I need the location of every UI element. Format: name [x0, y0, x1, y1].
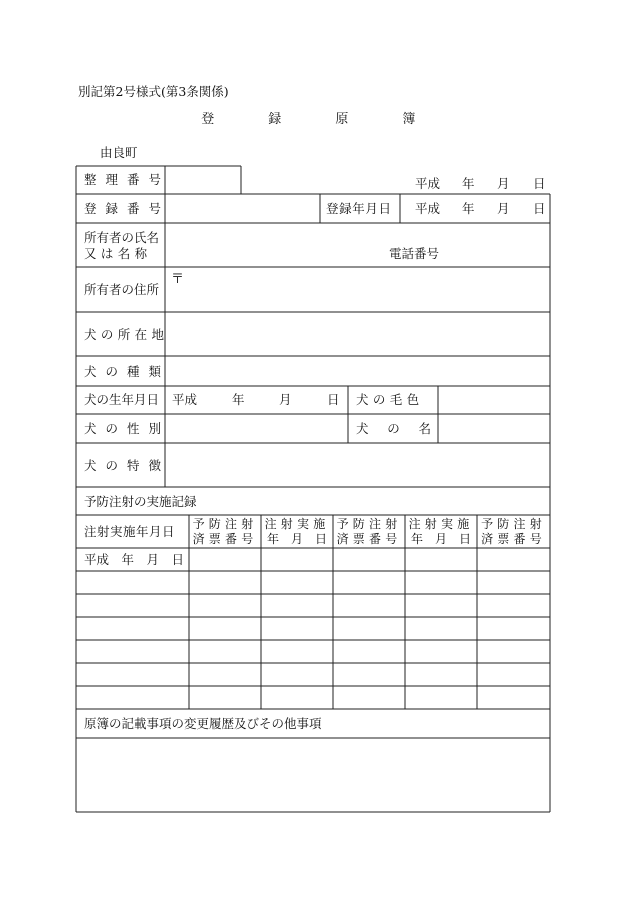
owner-name-label-1: 所有者の氏名: [84, 230, 160, 245]
town-name: 由良町: [100, 145, 138, 160]
page-title: 登 録 原 簿: [201, 112, 425, 127]
notes-label: 原簿の記載事項の変更履歴及びその他事項: [84, 716, 322, 731]
dog-color-label: 犬の毛色: [356, 392, 424, 407]
dog-features-label: 犬の特徴: [84, 458, 171, 473]
dog-name-label: 犬の名: [356, 421, 450, 436]
dog-birth-label: 犬の生年月日: [84, 392, 160, 407]
col-impl-1-line2: 年 月 日: [266, 532, 327, 546]
first-row-date: 平成 年 月 日: [84, 552, 185, 567]
dog-location-label: 犬の所在地: [84, 327, 169, 342]
col-impl-header-2: [405, 517, 477, 547]
owner-address-label: 所有者の住所: [84, 282, 160, 297]
postal-mark: 〒: [171, 272, 185, 287]
form-reference: 別記第2号様式(第3条関係): [78, 84, 229, 99]
touroku-number-label: 登録番号: [84, 201, 171, 216]
col-ticket-1-line1: 予防注射: [192, 517, 258, 531]
seiri-month: 月: [497, 176, 510, 191]
col-impl-2-line1: 注射実施: [408, 517, 474, 531]
seiri-number-label: 整理番号: [84, 172, 171, 187]
touroku-date-label: 登録年月日: [326, 201, 392, 216]
birth-year: 年: [232, 392, 245, 407]
col-impl-header-1: [261, 517, 333, 547]
touroku-day: 日: [533, 201, 546, 216]
birth-era: 平成: [172, 392, 198, 407]
col-ticket-header-2: [333, 517, 405, 547]
seiri-day: 日: [533, 176, 546, 191]
col-ticket-3-line2: 済票番号: [481, 532, 546, 546]
touroku-month: 月: [497, 201, 510, 216]
seiri-year: 年: [462, 176, 475, 191]
col-ticket-2-line1: 予防注射: [336, 517, 402, 531]
seiri-era: 平成: [415, 176, 441, 191]
col-ticket-3-line1: 予防注射: [481, 517, 546, 531]
col-impl-2-line2: 年 月 日: [410, 532, 471, 546]
birth-month: 月: [279, 392, 292, 407]
birth-day: 日: [327, 392, 340, 407]
col-ticket-header-3: [477, 517, 550, 547]
touroku-year: 年: [462, 201, 475, 216]
col-impl-1-line1: 注射実施: [264, 517, 330, 531]
owner-name-label-2: 又は名称: [84, 246, 152, 261]
dog-breed-label: 犬の種類: [84, 364, 171, 379]
touroku-era: 平成: [415, 201, 441, 216]
col-ticket-header-1: [189, 517, 261, 547]
col-ticket-1-line2: 済票番号: [192, 532, 258, 546]
dog-sex-label: 犬の性別: [84, 421, 171, 436]
col-ticket-2-line2: 済票番号: [336, 532, 402, 546]
col-vaccination-date: 注射実施年月日: [84, 524, 176, 539]
phone-label: 電話番号: [389, 246, 440, 261]
vaccination-section-title: 予防注射の実施記録: [84, 494, 197, 509]
